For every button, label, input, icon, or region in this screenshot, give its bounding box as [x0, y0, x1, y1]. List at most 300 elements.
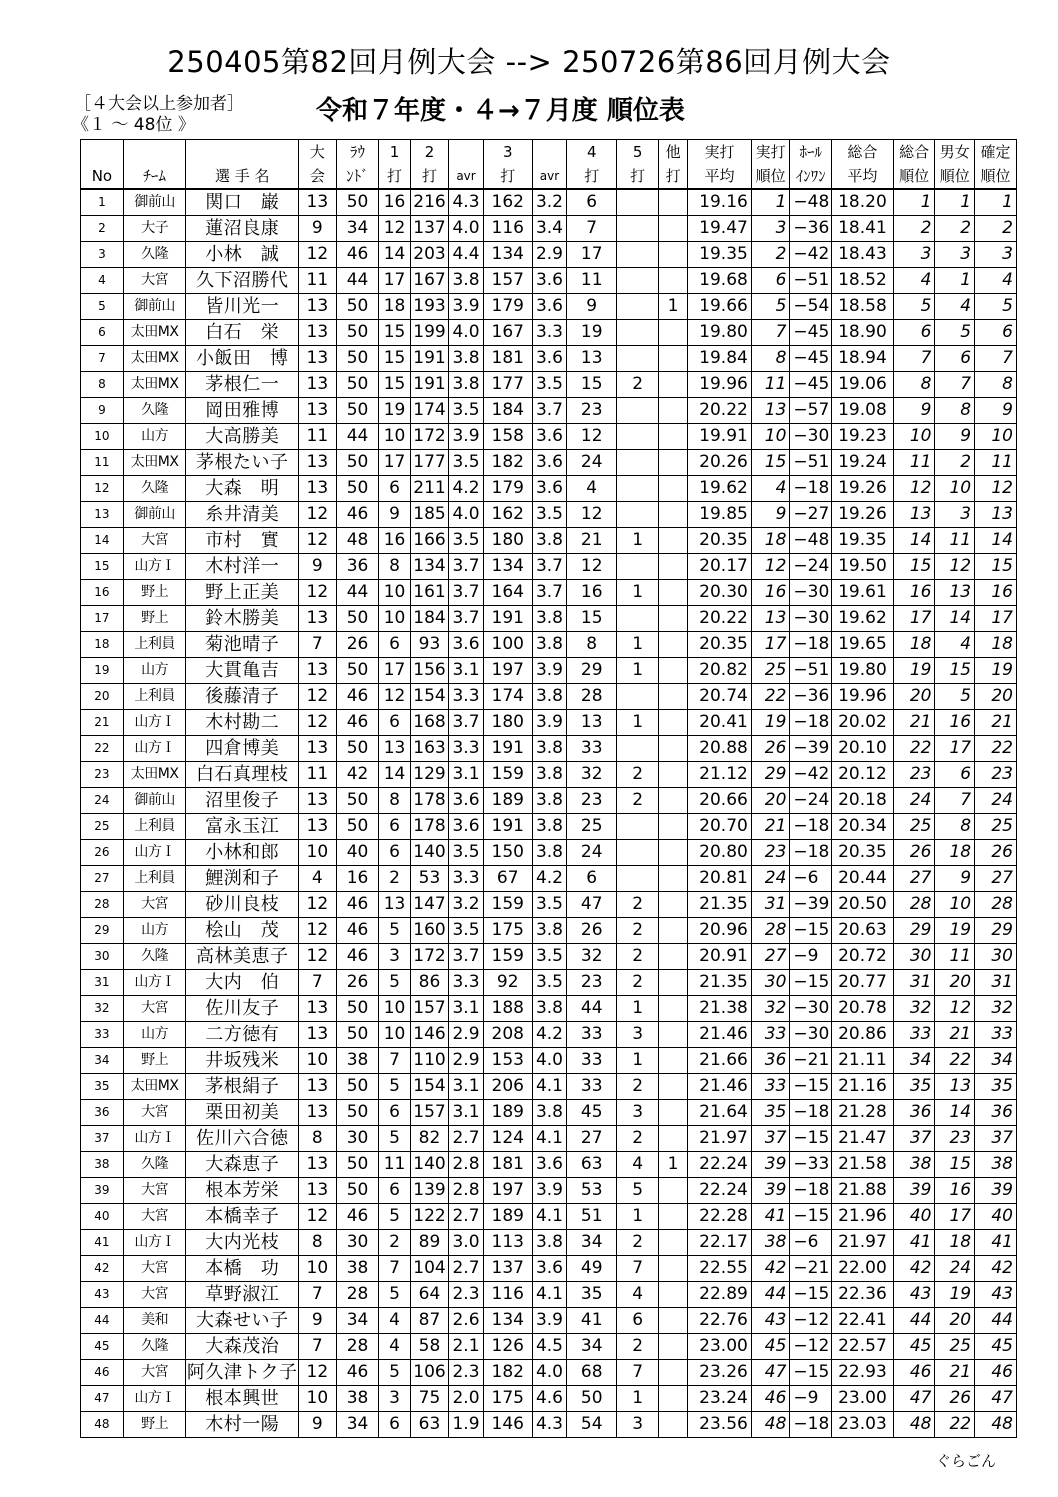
cell-strokes-1: 10 [379, 580, 410, 606]
table-row [81, 762, 1017, 788]
cell-avr-2: 2.7 [449, 1256, 483, 1282]
cell-total-avg: 21.88 [832, 1178, 894, 1204]
cell-strokes-2: 122 [410, 1204, 449, 1230]
cell-hole-in-one: −57 [790, 398, 832, 424]
cell-strokes-5: 7 [617, 1360, 659, 1386]
cell-avr-2: 3.8 [449, 346, 483, 372]
cell-player-name: 小林 誠 [186, 242, 299, 268]
cell-strokes-4: 6 [567, 866, 617, 892]
cell-team: 太田MX [123, 320, 186, 346]
table-row [81, 1048, 1017, 1074]
header-top-avr-3 [532, 140, 566, 165]
cell-actual-avg: 20.30 [688, 580, 752, 606]
cell-strokes-3: 67 [483, 866, 532, 892]
cell-actual-avg: 19.66 [688, 294, 752, 320]
cell-total-rank: 37 [893, 1126, 935, 1152]
cell-total-rank: 8 [893, 372, 935, 398]
cell-final-rank: 12 [975, 476, 1017, 502]
cell-strokes-1: 14 [379, 242, 410, 268]
cell-avr-2: 2.6 [449, 1308, 483, 1334]
cell-player-name: 二方徳有 [186, 1022, 299, 1048]
cell-strokes-1: 12 [379, 684, 410, 710]
cell-events: 10 [299, 1256, 337, 1282]
table-row [81, 788, 1017, 814]
cell-team: 大子 [123, 216, 186, 242]
cell-total-rank: 17 [893, 606, 935, 632]
cell-hole-in-one: −42 [790, 242, 832, 268]
table-row [81, 554, 1017, 580]
cell-gender-rank: 1 [935, 268, 975, 294]
table-row [81, 189, 1017, 216]
cell-no: 36 [81, 1100, 124, 1126]
cell-hole-in-one: −33 [790, 1152, 832, 1178]
cell-rounds: 46 [336, 944, 379, 970]
cell-strokes-1: 17 [379, 658, 410, 684]
cell-strokes-1: 18 [379, 294, 410, 320]
cell-gender-rank: 1 [935, 189, 975, 216]
cell-actual-avg: 22.24 [688, 1178, 752, 1204]
cell-strokes-1: 6 [379, 476, 410, 502]
cell-team: 野上 [123, 580, 186, 606]
cell-avr-3: 3.8 [532, 840, 566, 866]
cell-total-avg: 18.20 [832, 189, 894, 216]
cell-total-rank: 23 [893, 762, 935, 788]
cell-hole-in-one: −36 [790, 216, 832, 242]
cell-strokes-3: 189 [483, 788, 532, 814]
cell-strokes-2: 139 [410, 1178, 449, 1204]
cell-strokes-2: 167 [410, 268, 449, 294]
cell-final-rank: 2 [975, 216, 1017, 242]
cell-no: 1 [81, 189, 124, 216]
cell-final-rank: 19 [975, 658, 1017, 684]
cell-strokes-2: 185 [410, 502, 449, 528]
cell-strokes-1: 8 [379, 554, 410, 580]
cell-strokes-2: 140 [410, 1152, 449, 1178]
cell-strokes-3: 188 [483, 996, 532, 1022]
cell-player-name: 蓮沼良康 [186, 216, 299, 242]
cell-strokes-4: 24 [567, 450, 617, 476]
cell-hole-in-one: −48 [790, 528, 832, 554]
table-row [81, 1308, 1017, 1334]
cell-total-avg: 22.57 [832, 1334, 894, 1360]
cell-avr-3: 4.5 [532, 1334, 566, 1360]
cell-strokes-1: 6 [379, 632, 410, 658]
table-heading: 令和７年度・４→７月度 順位表 [316, 96, 685, 126]
cell-rounds: 46 [336, 1204, 379, 1230]
cell-strokes-4: 12 [567, 424, 617, 450]
cell-no: 48 [81, 1412, 124, 1438]
cell-avr-2: 3.1 [449, 658, 483, 684]
cell-final-rank: 32 [975, 996, 1017, 1022]
cell-strokes-2: 86 [410, 970, 449, 996]
cell-avr-2: 4.4 [449, 242, 483, 268]
cell-events: 8 [299, 1126, 337, 1152]
cell-events: 9 [299, 554, 337, 580]
cell-gender-rank: 14 [935, 606, 975, 632]
cell-final-rank: 26 [975, 840, 1017, 866]
cell-avr-2: 3.5 [449, 528, 483, 554]
cell-final-rank: 18 [975, 632, 1017, 658]
cell-final-rank: 43 [975, 1282, 1017, 1308]
cell-no: 9 [81, 398, 124, 424]
cell-avr-2: 3.1 [449, 1100, 483, 1126]
cell-no: 25 [81, 814, 124, 840]
cell-events: 11 [299, 268, 337, 294]
cell-events: 12 [299, 892, 337, 918]
cell-actual-avg: 23.56 [688, 1412, 752, 1438]
header-bottom-strokes-3: 打 [483, 164, 532, 189]
cell-gender-rank: 5 [935, 684, 975, 710]
cell-rounds: 46 [336, 710, 379, 736]
header-row-bottom [81, 164, 1017, 189]
cell-actual-avg: 20.81 [688, 866, 752, 892]
cell-rounds: 34 [336, 1308, 379, 1334]
cell-total-rank: 40 [893, 1204, 935, 1230]
cell-events: 13 [299, 788, 337, 814]
cell-total-rank: 42 [893, 1256, 935, 1282]
cell-strokes-1: 2 [379, 1230, 410, 1256]
header-bottom-hole-in-one: ｲﾝﾜﾝ [790, 164, 832, 189]
cell-strokes-3: 208 [483, 1022, 532, 1048]
cell-total-rank: 1 [893, 189, 935, 216]
cell-strokes-2: 106 [410, 1360, 449, 1386]
cell-gender-rank: 22 [935, 1412, 975, 1438]
cell-events: 10 [299, 840, 337, 866]
cell-strokes-4: 32 [567, 944, 617, 970]
cell-strokes-other [658, 320, 687, 346]
cell-strokes-2: 177 [410, 450, 449, 476]
cell-strokes-3: 157 [483, 268, 532, 294]
cell-total-avg: 22.93 [832, 1360, 894, 1386]
cell-strokes-5 [617, 189, 659, 216]
cell-strokes-5: 1 [617, 1204, 659, 1230]
cell-strokes-4: 47 [567, 892, 617, 918]
cell-strokes-4: 13 [567, 710, 617, 736]
cell-strokes-4: 53 [567, 1178, 617, 1204]
cell-strokes-other: 1 [658, 1152, 687, 1178]
cell-actual-rank: 20 [751, 788, 790, 814]
cell-actual-rank: 4 [751, 476, 790, 502]
cell-player-name: 久下沼勝代 [186, 268, 299, 294]
cell-events: 12 [299, 710, 337, 736]
cell-events: 9 [299, 1412, 337, 1438]
cell-player-name: 大内光枝 [186, 1230, 299, 1256]
cell-events: 13 [299, 189, 337, 216]
table-row [81, 996, 1017, 1022]
cell-avr-3: 3.6 [532, 294, 566, 320]
cell-events: 12 [299, 528, 337, 554]
cell-strokes-5 [617, 606, 659, 632]
cell-strokes-5: 2 [617, 788, 659, 814]
cell-events: 13 [299, 294, 337, 320]
cell-strokes-3: 175 [483, 918, 532, 944]
cell-hole-in-one: −45 [790, 346, 832, 372]
table-row [81, 1334, 1017, 1360]
cell-strokes-2: 64 [410, 1282, 449, 1308]
cell-gender-rank: 4 [935, 632, 975, 658]
cell-team: 山方Ｉ [123, 970, 186, 996]
cell-final-rank: 31 [975, 970, 1017, 996]
cell-total-avg: 18.94 [832, 346, 894, 372]
cell-strokes-5: 2 [617, 892, 659, 918]
cell-strokes-1: 5 [379, 1126, 410, 1152]
cell-strokes-2: 191 [410, 346, 449, 372]
cell-strokes-other [658, 242, 687, 268]
cell-strokes-other [658, 762, 687, 788]
header-bottom-events: 会 [299, 164, 337, 189]
cell-rounds: 28 [336, 1282, 379, 1308]
cell-strokes-3: 181 [483, 346, 532, 372]
cell-strokes-1: 10 [379, 424, 410, 450]
cell-strokes-4: 17 [567, 242, 617, 268]
cell-player-name: 井坂残米 [186, 1048, 299, 1074]
table-row [81, 1152, 1017, 1178]
cell-total-avg: 23.00 [832, 1386, 894, 1412]
cell-strokes-5 [617, 320, 659, 346]
cell-no: 37 [81, 1126, 124, 1152]
cell-strokes-other [658, 814, 687, 840]
cell-no: 12 [81, 476, 124, 502]
table-row [81, 736, 1017, 762]
cell-strokes-1: 10 [379, 606, 410, 632]
cell-strokes-5: 2 [617, 970, 659, 996]
cell-strokes-1: 12 [379, 216, 410, 242]
cell-strokes-5 [617, 398, 659, 424]
cell-no: 18 [81, 632, 124, 658]
cell-total-avg: 19.08 [832, 398, 894, 424]
cell-team: 久隆 [123, 1152, 186, 1178]
header-bottom-strokes-5: 打 [617, 164, 659, 189]
cell-avr-2: 2.9 [449, 1048, 483, 1074]
cell-player-name: 鈴木勝美 [186, 606, 299, 632]
cell-gender-rank: 26 [935, 1386, 975, 1412]
table-row [81, 866, 1017, 892]
cell-total-avg: 18.58 [832, 294, 894, 320]
cell-strokes-1: 4 [379, 1334, 410, 1360]
cell-strokes-4: 16 [567, 580, 617, 606]
cell-actual-rank: 21 [751, 814, 790, 840]
cell-rounds: 50 [336, 814, 379, 840]
cell-gender-rank: 2 [935, 450, 975, 476]
cell-strokes-1: 6 [379, 1100, 410, 1126]
cell-strokes-1: 15 [379, 320, 410, 346]
cell-actual-avg: 22.55 [688, 1256, 752, 1282]
cell-strokes-1: 6 [379, 710, 410, 736]
cell-strokes-3: 100 [483, 632, 532, 658]
cell-strokes-other [658, 1048, 687, 1074]
cell-strokes-4: 49 [567, 1256, 617, 1282]
cell-final-rank: 33 [975, 1022, 1017, 1048]
cell-gender-rank: 20 [935, 1308, 975, 1334]
cell-strokes-5: 1 [617, 632, 659, 658]
cell-strokes-4: 24 [567, 840, 617, 866]
header-top-gender-rank: 男女 [935, 140, 975, 165]
cell-avr-3: 3.7 [532, 580, 566, 606]
cell-events: 11 [299, 762, 337, 788]
cell-events: 10 [299, 1386, 337, 1412]
cell-strokes-3: 189 [483, 1100, 532, 1126]
header-bottom-no: No [81, 164, 124, 189]
cell-strokes-3: 124 [483, 1126, 532, 1152]
cell-team: 野上 [123, 606, 186, 632]
cell-strokes-1: 13 [379, 892, 410, 918]
cell-gender-rank: 13 [935, 580, 975, 606]
cell-strokes-1: 9 [379, 502, 410, 528]
cell-actual-avg: 21.64 [688, 1100, 752, 1126]
cell-strokes-2: 191 [410, 372, 449, 398]
cell-strokes-2: 166 [410, 528, 449, 554]
cell-strokes-2: 87 [410, 1308, 449, 1334]
cell-strokes-1: 6 [379, 1178, 410, 1204]
cell-total-rank: 21 [893, 710, 935, 736]
cell-avr-3: 3.5 [532, 502, 566, 528]
cell-gender-rank: 21 [935, 1022, 975, 1048]
cell-no: 17 [81, 606, 124, 632]
cell-no: 15 [81, 554, 124, 580]
cell-total-rank: 32 [893, 996, 935, 1022]
cell-hole-in-one: −18 [790, 1178, 832, 1204]
cell-hole-in-one: −15 [790, 1074, 832, 1100]
cell-player-name: 茅根仁一 [186, 372, 299, 398]
cell-actual-rank: 6 [751, 268, 790, 294]
cell-no: 14 [81, 528, 124, 554]
cell-player-name: 富永玉江 [186, 814, 299, 840]
cell-no: 41 [81, 1230, 124, 1256]
cell-total-rank: 18 [893, 632, 935, 658]
cell-total-rank: 26 [893, 840, 935, 866]
cell-actual-rank: 41 [751, 1204, 790, 1230]
cell-strokes-2: 140 [410, 840, 449, 866]
cell-strokes-2: 134 [410, 554, 449, 580]
cell-total-rank: 27 [893, 866, 935, 892]
cell-rounds: 44 [336, 268, 379, 294]
table-row [81, 606, 1017, 632]
cell-strokes-other [658, 216, 687, 242]
table-row [81, 1386, 1017, 1412]
cell-strokes-4: 33 [567, 736, 617, 762]
cell-gender-rank: 6 [935, 762, 975, 788]
cell-strokes-other [658, 189, 687, 216]
cell-strokes-other [658, 502, 687, 528]
cell-no: 42 [81, 1256, 124, 1282]
cell-strokes-3: 191 [483, 736, 532, 762]
cell-actual-rank: 7 [751, 320, 790, 346]
cell-team: 山方Ｉ [123, 1386, 186, 1412]
cell-strokes-other [658, 1360, 687, 1386]
cell-team: 上利員 [123, 814, 186, 840]
cell-strokes-3: 179 [483, 294, 532, 320]
cell-no: 31 [81, 970, 124, 996]
table-row [81, 1178, 1017, 1204]
cell-final-rank: 6 [975, 320, 1017, 346]
cell-strokes-4: 63 [567, 1152, 617, 1178]
cell-avr-3: 3.8 [532, 918, 566, 944]
cell-team: 野上 [123, 1412, 186, 1438]
header-bottom-actual-avg: 平均 [688, 164, 752, 189]
table-row [81, 1100, 1017, 1126]
cell-strokes-other [658, 1386, 687, 1412]
cell-actual-avg: 20.35 [688, 528, 752, 554]
cell-final-rank: 20 [975, 684, 1017, 710]
cell-avr-2: 3.7 [449, 710, 483, 736]
cell-hole-in-one: −30 [790, 424, 832, 450]
cell-actual-avg: 20.82 [688, 658, 752, 684]
cell-total-rank: 5 [893, 294, 935, 320]
cell-strokes-other: 1 [658, 294, 687, 320]
cell-avr-3: 3.7 [532, 554, 566, 580]
cell-strokes-other [658, 788, 687, 814]
header-top-strokes-other: 他 [658, 140, 687, 165]
cell-rounds: 50 [336, 189, 379, 216]
cell-events: 7 [299, 1334, 337, 1360]
cell-events: 13 [299, 476, 337, 502]
cell-final-rank: 5 [975, 294, 1017, 320]
cell-team: 御前山 [123, 189, 186, 216]
cell-rounds: 46 [336, 684, 379, 710]
header-top-final-rank: 確定 [975, 140, 1017, 165]
cell-actual-rank: 26 [751, 736, 790, 762]
cell-strokes-1: 5 [379, 918, 410, 944]
cell-no: 16 [81, 580, 124, 606]
cell-avr-3: 3.8 [532, 632, 566, 658]
cell-avr-3: 3.6 [532, 1256, 566, 1282]
cell-strokes-4: 9 [567, 294, 617, 320]
cell-actual-rank: 17 [751, 632, 790, 658]
table-row [81, 1126, 1017, 1152]
cell-hole-in-one: −54 [790, 294, 832, 320]
cell-total-avg: 20.78 [832, 996, 894, 1022]
cell-strokes-1: 6 [379, 1412, 410, 1438]
cell-team: 御前山 [123, 788, 186, 814]
cell-events: 13 [299, 814, 337, 840]
cell-strokes-2: 93 [410, 632, 449, 658]
cell-rounds: 50 [336, 606, 379, 632]
cell-actual-rank: 8 [751, 346, 790, 372]
cell-actual-rank: 1 [751, 189, 790, 216]
header-top-events: 大 [299, 140, 337, 165]
cell-player-name: 砂川良枝 [186, 892, 299, 918]
cell-total-avg: 19.26 [832, 476, 894, 502]
cell-avr-2: 3.6 [449, 788, 483, 814]
cell-avr-2: 2.8 [449, 1152, 483, 1178]
cell-total-rank: 41 [893, 1230, 935, 1256]
cell-strokes-other [658, 944, 687, 970]
cell-actual-avg: 19.91 [688, 424, 752, 450]
cell-strokes-4: 6 [567, 189, 617, 216]
cell-gender-rank: 2 [935, 216, 975, 242]
cell-hole-in-one: −39 [790, 892, 832, 918]
cell-strokes-5: 2 [617, 918, 659, 944]
table-row [81, 710, 1017, 736]
cell-avr-2: 3.9 [449, 424, 483, 450]
cell-no: 33 [81, 1022, 124, 1048]
cell-strokes-4: 12 [567, 502, 617, 528]
cell-total-rank: 34 [893, 1048, 935, 1074]
cell-actual-avg: 20.41 [688, 710, 752, 736]
cell-strokes-5 [617, 502, 659, 528]
cell-strokes-other [658, 1100, 687, 1126]
cell-avr-3: 3.6 [532, 268, 566, 294]
cell-events: 13 [299, 1100, 337, 1126]
cell-gender-rank: 14 [935, 1100, 975, 1126]
page-title: 250405第82回月例大会 --> 250726第86回月例大会 [167, 45, 891, 79]
cell-hole-in-one: −30 [790, 996, 832, 1022]
cell-player-name: 大高勝美 [186, 424, 299, 450]
cell-no: 46 [81, 1360, 124, 1386]
cell-actual-rank: 23 [751, 840, 790, 866]
cell-team: 太田MX [123, 346, 186, 372]
cell-gender-rank: 23 [935, 1126, 975, 1152]
